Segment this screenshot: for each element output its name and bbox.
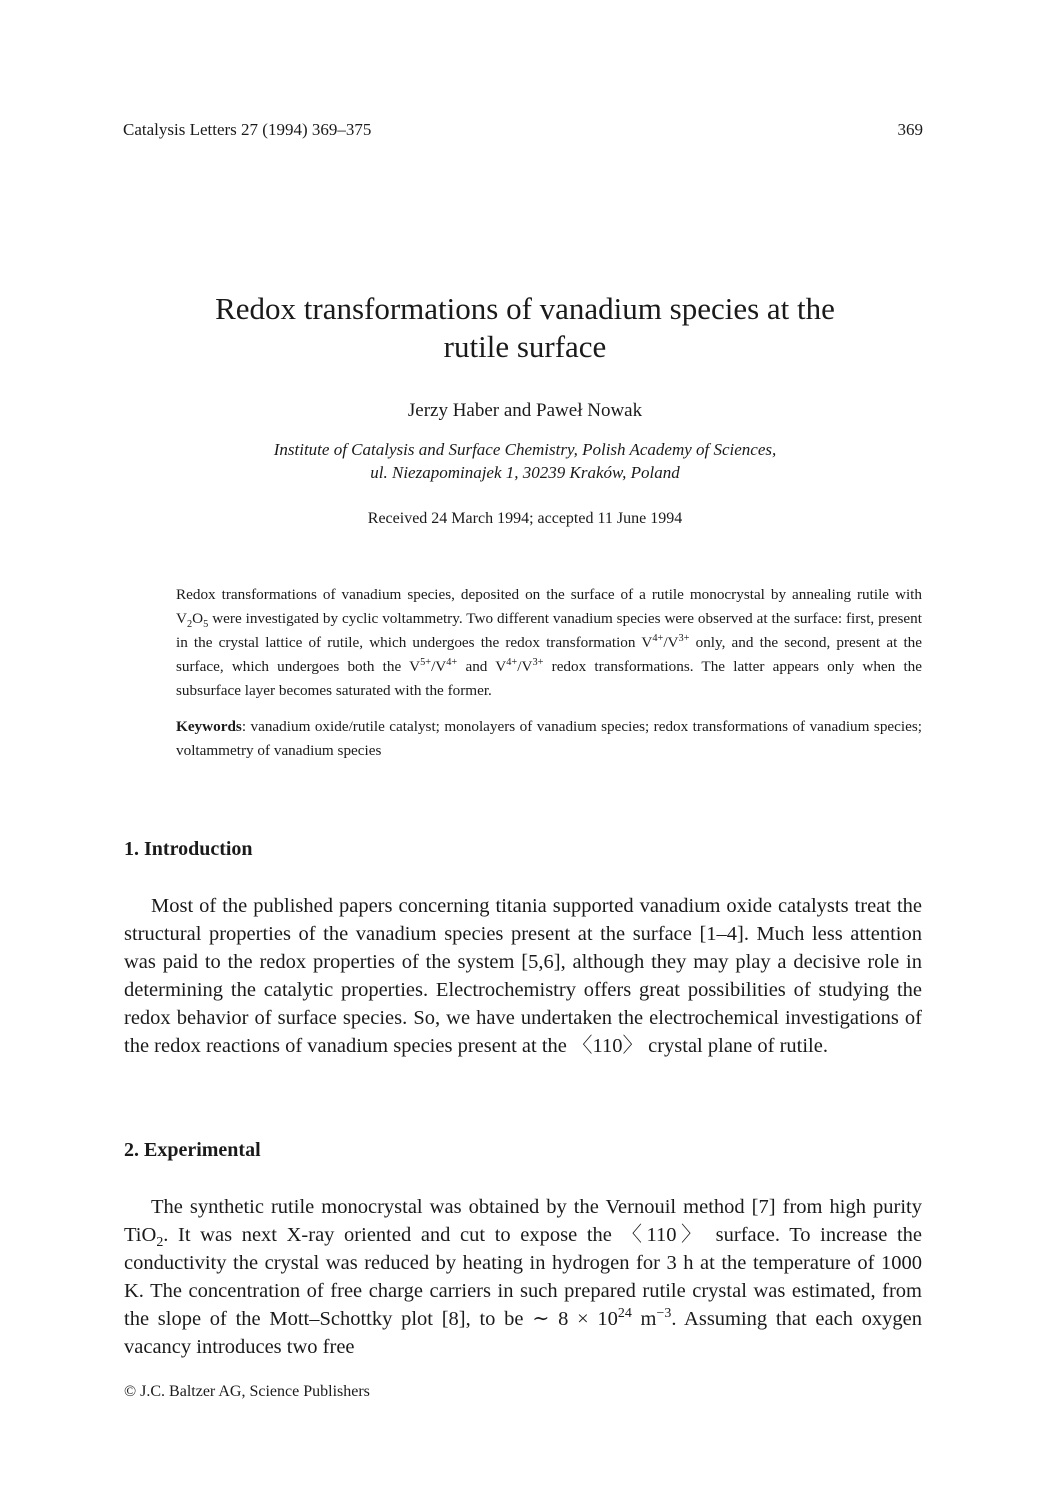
body-fragment: . Assuming that each oxygen vacancy introduces two free <box>124 1308 922 1358</box>
body-fragment: . It was next X-ray oriented and cut to expose the 〈110〉 surface. To increase the conductivity the crystal was reduced by heating in hydrogen for 3 h at the temperature of 1000 K. The concentration of free charge carriers in such prepared rutile crystal was estimated, from the slope of the Mott–Schottky plot [8], to be ∼ 8 × 10 <box>124 1224 922 1330</box>
formula-part: V <box>641 634 653 651</box>
section-heading-introduction: 1. Introduction <box>124 838 253 860</box>
subscript: 2 <box>186 619 193 631</box>
experimental-paragraph <box>124 1193 922 1361</box>
subscript: 2 <box>156 1235 164 1251</box>
section-heading-experimental: 2. Experimental <box>124 1139 261 1161</box>
abstract-fragment: were investigated by cyclic voltammetry. Two different vanadium species were observed at the surface: first, present in the crystal lattice of rutile, which undergoes the redox transformation <box>176 610 922 651</box>
journal-citation: Catalysis Letters 27 (1994) 369–375 <box>123 120 372 139</box>
abstract-fragment: only, and the second, present at the surface, which undergoes both the <box>176 634 922 675</box>
page-number: 369 <box>897 120 923 139</box>
superscript: 4+ <box>446 656 458 668</box>
keywords <box>176 715 922 763</box>
formula-part: /V <box>517 658 533 675</box>
formula-part: V <box>495 658 507 675</box>
abstract-text <box>176 583 922 703</box>
formula-part: /V <box>431 658 447 675</box>
keywords-text: : vanadium oxide/rutile catalyst; monolayers of vanadium species; redox transformations of vanadium species; voltammetry of vanadium species <box>176 718 922 759</box>
experimental-body <box>124 1193 922 1361</box>
paper-title <box>100 290 950 366</box>
introduction-paragraph: Most of the published papers concerning titania supported vanadium oxide catalysts treat the structural properties of the vanadium species present at the surface [1–4]. Much less attention was paid to the redox properties of the system [5,6], although they may play a decisive role in determining the catalytic properties. Electrochemistry offers great possibilities of studying the redox behavior of surface species. So, we have undertaken the electrochemical investigations of the redox reactions of vanadium species present at the 〈110〉 crystal plane of rutile. <box>124 895 922 1057</box>
superscript: 5+ <box>420 656 432 668</box>
superscript: 3+ <box>532 656 544 668</box>
running-head <box>123 120 923 140</box>
superscript: 4+ <box>506 656 518 668</box>
keywords-label: Keywords <box>176 718 242 735</box>
introduction-body <box>124 892 922 1060</box>
body-fragment: The synthetic rutile monocrystal was obtained by the Vernouil method [7] from high purity TiO <box>124 1196 922 1246</box>
subscript: 5 <box>203 619 209 631</box>
formula-part: /V <box>663 634 679 651</box>
body-fragment: m <box>631 1308 657 1330</box>
superscript: 24 <box>617 1306 632 1322</box>
formula-part: V <box>409 658 421 675</box>
abstract-fragment: redox transformations. The latter appears only when the subsurface layer becomes saturated with the former. <box>176 658 922 699</box>
title-line-2: rutile surface <box>443 329 607 364</box>
abstract <box>176 583 922 763</box>
received-dates: Received 24 March 1994; accepted 11 June 1994 <box>367 510 683 527</box>
abstract-fragment: and <box>457 658 496 675</box>
formula-part: O <box>192 610 204 627</box>
copyright-footer: © J.C. Baltzer AG, Science Publishers <box>124 1383 370 1400</box>
superscript: 4+ <box>652 632 664 644</box>
superscript: −3 <box>656 1306 672 1322</box>
affiliation <box>100 438 950 484</box>
affiliation-line-1: Institute of Catalysis and Surface Chemistry, Polish Academy of Sciences, <box>273 440 777 459</box>
abstract-fragment: Redox transformations of vanadium species, deposited on the surface of a rutile monocrystal by annealing rutile with <box>176 586 922 603</box>
author-list: Jerzy Haber and Paweł Nowak <box>407 400 643 421</box>
superscript: 3+ <box>678 632 690 644</box>
affiliation-line-2: ul. Niezapominajek 1, 30239 Kraków, Poland <box>370 463 680 482</box>
formula-part: V <box>176 610 187 627</box>
title-line-1: Redox transformations of vanadium species at the <box>215 291 835 326</box>
